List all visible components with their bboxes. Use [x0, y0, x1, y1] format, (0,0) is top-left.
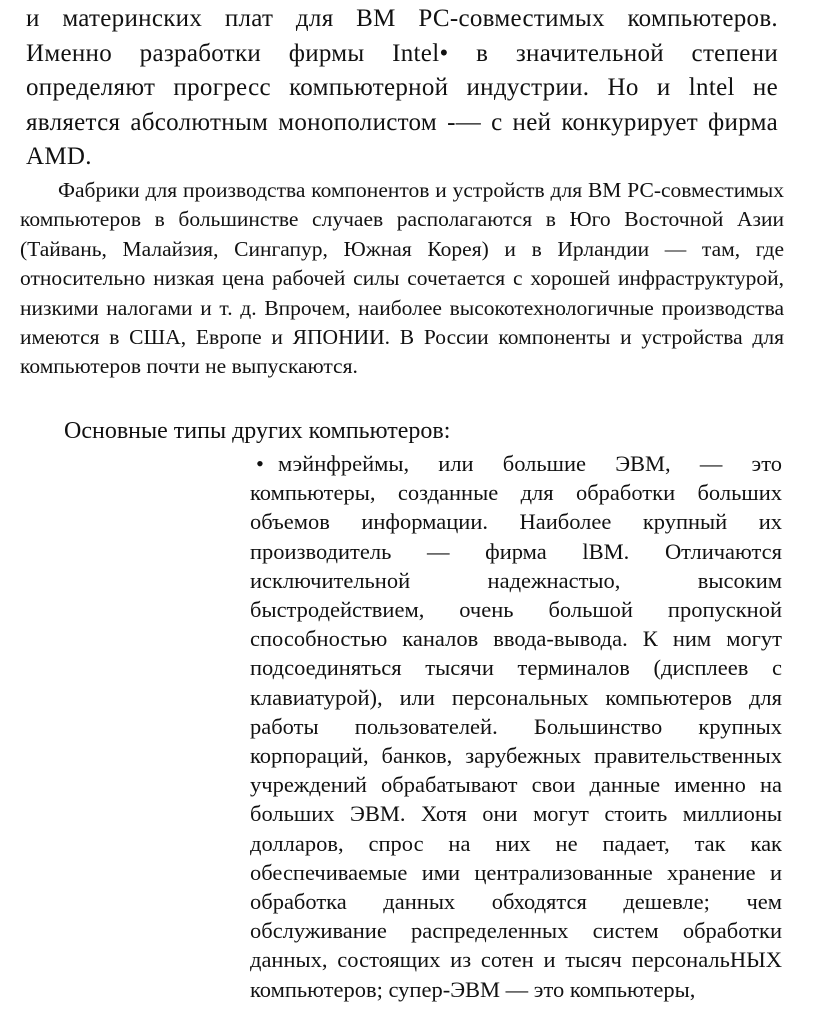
list-item-text: мэйнфреймы, или большие ЭВМ, — это компьютеры, созданные для обработки больших объемов информации. Наиболее крупный их производитель — фирма lBM. Отличаются исключительной надежнастыо, высоким быстродействием, очень большой пропускной способностью каналов ввода-вывода. К ним могут подсоединяться тысячи терминалов (дисплеев с клавиатурой), или персональных компьютеров для работы пользователей. Большинство крупных корпораций, банков, зарубежных правительственных учреждений обрабатывают свои данные именно на больших ЭВМ. Хотя они могут стоить миллионы долларов, спрос на них не падает, так как обеспечиваемые ими централизованные хранение и обработка данных обходятся дешевле; чем обслуживание распределенных систем обработки данных, состоящих из сотен и тысяч персональНЫХ компьютеров; супер-ЭВМ — это компьютеры,: [250, 451, 782, 1002]
computer-types-list: [250, 449, 782, 1004]
paragraph-factories: Фабрики для производства компонентов и устройств для ВМ РС-совместимых компьютеров в большинстве случаев располагаются в Юго Восточной Азии (Тайвань, Малайзия, Сингапур, Южная Корея) и в Ирландии — там, где относительно низкая цена рабочей силы сочетается с хорошей инфраструктурой, низкими налогами и т. д. Впрочем, наиболее высокотехнологичные производства имеются в США, Европе и ЯПОНИИ. В России компоненты и устройства для компьютеров почти не выпускаются.: [20, 178, 784, 379]
paragraph-intel-amd: и материнских плат для ВМ РС-совместимых компьютеров. Именно разработки фирмы Intel• в значительной степени определяют прогресс компьютерной индустрии. Но и lntel не является абсолютным монополистом -— с ней конкурирует фирма AMD.: [26, 5, 778, 170]
list-item-mainframes: [250, 449, 782, 1004]
bullet-icon: •: [256, 451, 264, 476]
section-heading: Основные типы других компьютеров:: [64, 418, 451, 444]
